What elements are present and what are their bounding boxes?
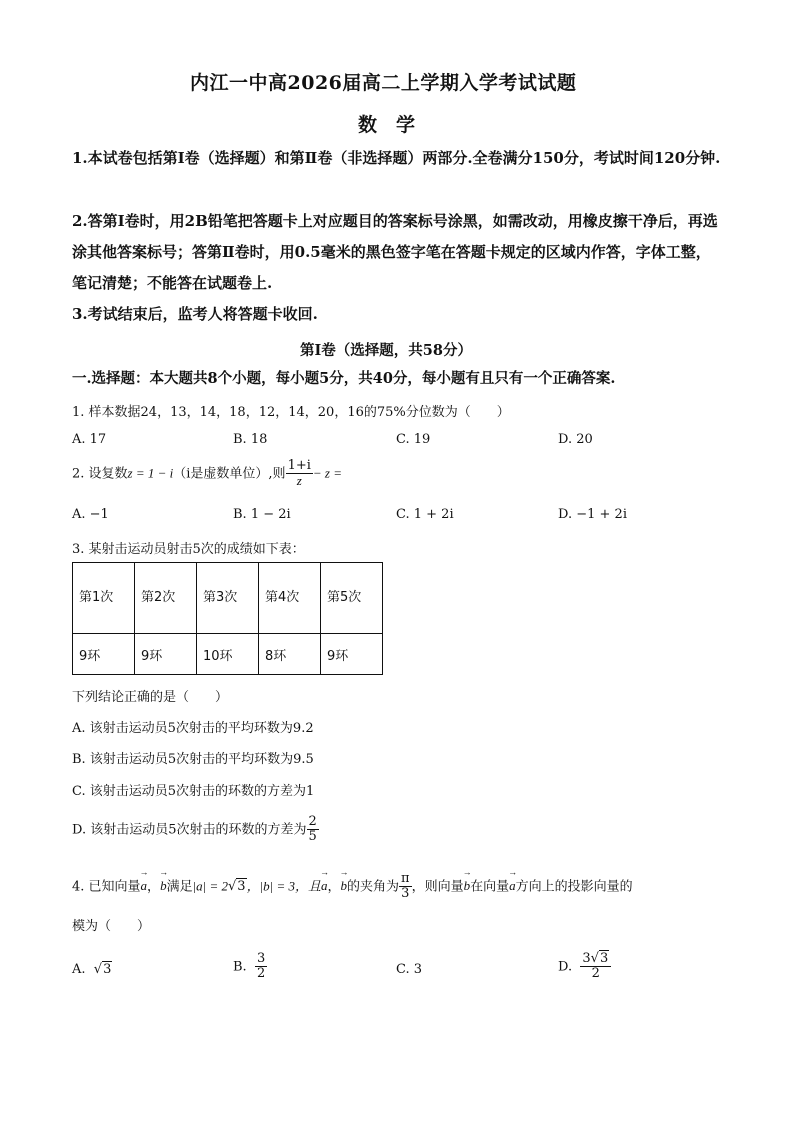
q4-option-d-label: D. — [558, 959, 573, 975]
q4-option-c: C. 3 — [396, 962, 423, 977]
vector-b: → b — [341, 878, 348, 894]
table-header-cell: 第2次 — [135, 563, 197, 634]
q4-option-a-radicand: 3 — [103, 962, 112, 977]
table-header-cell: 第1次 — [73, 563, 135, 634]
q2-option-a: A. −1 — [72, 507, 109, 522]
q3-option-d-text: D. 该射击运动员5次射击的环数的方差为 — [72, 822, 307, 838]
q2-frac-num: 1+i — [287, 458, 311, 473]
table-cell: 9环 — [321, 634, 383, 675]
question-3-stem: 3. 某射击运动员射击5次的成绩如下表： — [72, 542, 305, 557]
q4-angle-fraction — [399, 872, 412, 902]
q2-stem-post: − z = — [312, 465, 342, 481]
q4-option-d-den: 2 — [580, 966, 611, 981]
instruction-1: 1.本试卷包括第Ⅰ卷（选择题）和第Ⅱ卷（非选择题）两部分.全卷满分150分，考试时间120分钟. — [72, 149, 721, 167]
q4-option-b-fraction — [255, 952, 267, 982]
table-cell: 9环 — [135, 634, 197, 675]
q2-option-c: C. 1 + 2i — [396, 507, 454, 522]
instruction-2: 2.答第Ⅰ卷时，用2B铅笔把答题卡上对应题目的答案标号涂黑，如需改动，用橡皮擦干净后，再选涂其他答案标号；答第Ⅱ卷时，用0.5毫米的黑色签字笔在答题卡规定的区域内作答，字体工整，笔记清楚；不能答在试题卷上. — [72, 212, 718, 292]
section1-title: 一.选择题：本大题共8个小题，每小题5分，共40分，每小题有且只有一个正确答案. — [72, 370, 616, 387]
q2-stem-mid: （i是虚数单位）,则 — [173, 466, 286, 482]
q3-frac-den: 5 — [308, 829, 317, 845]
q3-prompt: 下列结论正确的是（ ） — [72, 690, 229, 705]
vector-b: → b — [464, 878, 471, 894]
exam-title: 内江一中高2026届高二上学期入学考试试题 — [190, 72, 577, 94]
q4-option-d — [558, 952, 611, 982]
q2-fraction — [286, 459, 313, 489]
q3-option-d-fraction — [307, 815, 319, 845]
q4-pi-num: π — [401, 871, 410, 886]
q4-sqrt-radicand: 3 — [237, 879, 246, 895]
q4-part6: 方向上的投影向量的 — [515, 879, 633, 895]
q4-part3: 的夹角为 — [347, 879, 400, 895]
question-2-stem — [72, 459, 342, 489]
q4-option-b-den: 2 — [256, 966, 266, 982]
q1-option-c: C. 19 — [396, 432, 431, 447]
q2-equation: z = 1 − i — [127, 465, 174, 481]
q4-option-d-radicand: 3 — [599, 951, 609, 966]
instruction-3: 3.考试结束后，监考人将答题卡收回. — [72, 305, 318, 323]
table-cell: 10环 — [197, 634, 259, 675]
q3-option-a: A. 该射击运动员5次射击的平均环数为9.2 — [72, 721, 314, 736]
q1-option-a: A. 17 — [72, 432, 107, 447]
q4-option-b — [233, 952, 267, 982]
table-cell: 8环 — [259, 634, 321, 675]
q4-option-b-num: 3 — [256, 951, 266, 966]
q4-option-a-label: A. — [72, 962, 86, 977]
vector-a: → a — [321, 878, 328, 894]
q4-option-d-sqrt: √3 — [590, 951, 609, 966]
question-1-stem: 1. 样本数据24，13，14，18，12，14，20，16的75%分位数为（ ） — [72, 405, 510, 420]
q1-option-d: D. 20 — [558, 432, 593, 447]
q4-option-a-sqrt: √3 — [93, 962, 112, 977]
q4-mod-a: |a| = 2 — [192, 878, 228, 894]
q3-option-d — [72, 815, 319, 845]
vector-a: → a — [509, 878, 516, 894]
q4-option-a — [72, 962, 112, 977]
part1-title: 第Ⅰ卷（选择题，共58分） — [300, 342, 472, 359]
q4-mod-b: ，|b| = 3，且 — [246, 878, 321, 894]
table-header-cell: 第3次 — [197, 563, 259, 634]
q3-option-c: C. 该射击运动员5次射击的环数的方差为1 — [72, 784, 315, 799]
q3-option-b: B. 该射击运动员5次射击的平均环数为9.5 — [72, 752, 314, 767]
q4-option-d-num — [580, 952, 611, 966]
q4-sqrt: √3 — [228, 879, 246, 895]
score-table — [72, 562, 383, 675]
q4-line2: 模为（ ） — [72, 919, 151, 934]
q4-option-b-label: B. — [233, 959, 247, 975]
score-table-wrap — [72, 562, 383, 675]
q2-option-d: D. −1 + 2i — [558, 507, 627, 522]
score-table-header-row — [73, 563, 383, 634]
q2-option-b: B. 1 − 2i — [233, 507, 291, 522]
q4-part4: ，则向量 — [411, 879, 464, 895]
q4-part2: 满足 — [166, 879, 193, 895]
q4-comma: ， — [147, 879, 161, 895]
q2-stem-pre: 2. 设复数 — [72, 466, 128, 482]
score-table-value-row — [73, 634, 383, 675]
table-cell: 9环 — [73, 634, 135, 675]
table-header-cell: 第5次 — [321, 563, 383, 634]
q4-option-d-fraction — [580, 952, 611, 982]
q2-frac-den: z — [286, 473, 313, 488]
q1-option-b: B. 18 — [233, 432, 268, 447]
subject-title: 数 学 — [358, 114, 416, 136]
table-header-cell: 第4次 — [259, 563, 321, 634]
q4-option-d-coef: 3 — [582, 951, 591, 966]
q4-part5: 在向量 — [470, 879, 510, 895]
q3-frac-num: 2 — [308, 814, 317, 829]
question-4-stem — [72, 872, 633, 902]
q4-pi-den: 3 — [399, 886, 412, 901]
vector-a: → a — [141, 878, 148, 894]
vector-b: → b — [160, 878, 167, 894]
q4-comma: ， — [327, 879, 341, 895]
q4-part1: 4. 已知向量 — [72, 879, 141, 895]
